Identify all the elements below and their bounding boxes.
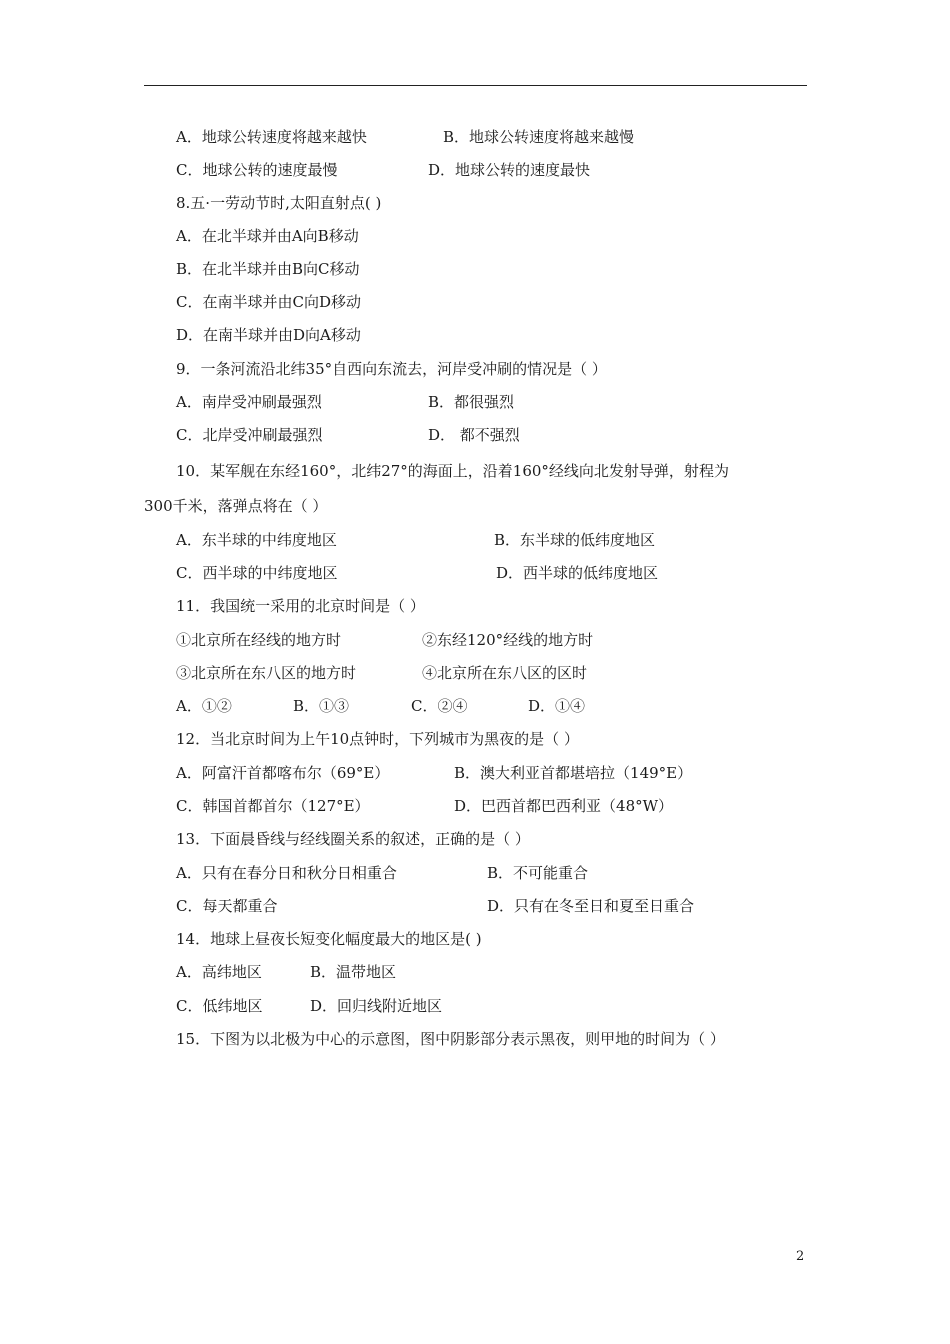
q13-stem: 13．下面晨昏线与经线圈关系的叙述，正确的是（ ） <box>176 830 530 848</box>
q7-options-row1 <box>176 127 635 147</box>
q8-option-a: A．在北半球并由A向B移动 <box>176 227 359 245</box>
q13-options-row2 <box>176 896 695 916</box>
q10-option-a: A．东半球的中纬度地区 <box>176 531 337 549</box>
q12-option-a: A．阿富汗首都喀布尔（69°E） <box>176 764 390 782</box>
q15-stem: 15．下图为以北极为中心的示意图，图中阴影部分表示黑夜，则甲地的时间为（ ） <box>176 1030 725 1048</box>
q13-option-d: D．只有在冬至日和夏至日重合 <box>487 897 695 915</box>
q10-options-row2 <box>176 563 659 583</box>
q10-option-b: B．东半球的低纬度地区 <box>494 531 656 549</box>
q13-option-a: A．只有在春分日和秋分日相重合 <box>176 864 397 882</box>
q7-option-c: C．地球公转的速度最慢 <box>176 161 338 179</box>
q11-statement-3: ③北京所在东八区的地方时 <box>176 664 357 682</box>
q13-option-b: B．不可能重合 <box>487 864 589 882</box>
q14-options-row1 <box>176 962 397 982</box>
q9-option-c: C．北岸受冲刷最强烈 <box>176 426 323 444</box>
q10-option-d: D．西半球的低纬度地区 <box>496 564 659 582</box>
header-rule <box>144 85 807 86</box>
q12-options-row2 <box>176 796 674 816</box>
q11-statement-1: ①北京所在经线的地方时 <box>176 631 342 649</box>
q12-stem: 12．当北京时间为上午10点钟时，下列城市为黑夜的是（ ） <box>176 730 579 748</box>
q14-option-b: B．温带地区 <box>310 963 397 981</box>
q10-stem-line2: 300千米，落弹点将在（ ） <box>144 497 328 515</box>
q11-statements-row2 <box>176 663 588 683</box>
q9-options-row2 <box>176 425 520 445</box>
q9-option-a: A．南岸受冲刷最强烈 <box>176 393 322 411</box>
q7-option-d: D．地球公转的速度最快 <box>428 161 591 179</box>
q7-options-row2 <box>176 160 591 180</box>
q14-options-row2 <box>176 996 443 1016</box>
q12-options-row1 <box>176 763 693 783</box>
q11-option-a: A．①② <box>176 697 232 715</box>
q11-statements-row1 <box>176 630 594 650</box>
q8-option-b: B．在北半球并由B向C移动 <box>176 260 360 278</box>
q14-option-d: D．回归线附近地区 <box>310 997 443 1015</box>
q11-option-b: B．①③ <box>293 697 350 715</box>
q11-statement-4: ④北京所在东八区的区时 <box>422 664 588 682</box>
q14-option-a: A．高纬地区 <box>176 963 262 981</box>
page-number: 2 <box>796 1249 805 1264</box>
q12-option-c: C．韩国首都首尔（127°E） <box>176 797 370 815</box>
q9-stem: 9．一条河流沿北纬35°自西向东流去，河岸受冲刷的情况是（ ） <box>176 360 607 378</box>
q11-stem: 11．我国统一采用的北京时间是（ ） <box>176 597 425 615</box>
q8-option-c: C．在南半球并由C向D移动 <box>176 293 361 311</box>
q7-option-b: B．地球公转速度将越来越慢 <box>443 128 635 146</box>
q11-statement-2: ②东经120°经线的地方时 <box>422 631 594 649</box>
q13-option-c: C．每天都重合 <box>176 897 278 915</box>
q10-option-c: C．西半球的中纬度地区 <box>176 564 338 582</box>
q11-option-c: C．②④ <box>411 697 468 715</box>
q8-option-d: D．在南半球并由D向A移动 <box>176 326 361 344</box>
q14-stem: 14．地球上昼夜长短变化幅度最大的地区是( ) <box>176 930 482 948</box>
q12-option-d: D．巴西首都巴西利亚（48°W） <box>454 797 674 815</box>
q11-options <box>176 696 586 716</box>
q14-option-c: C．低纬地区 <box>176 997 263 1015</box>
q9-option-d: D． 都不强烈 <box>428 426 520 444</box>
q10-options-row1 <box>176 530 656 550</box>
q9-option-b: B．都很强烈 <box>428 393 515 411</box>
q7-option-a: A．地球公转速度将越来越快 <box>176 128 367 146</box>
q11-option-d: D．①④ <box>528 697 586 715</box>
q12-option-b: B．澳大利亚首都堪培拉（149°E） <box>454 764 693 782</box>
q9-options-row1 <box>176 392 515 412</box>
q8-stem: 8.五·一劳动节时,太阳直射点( ) <box>176 194 382 212</box>
q10-stem-line1: 10．某军舰在东经160°，北纬27°的海面上，沿着160°经线向北发射导弹，射程为 <box>176 462 729 480</box>
q13-options-row1 <box>176 863 589 883</box>
